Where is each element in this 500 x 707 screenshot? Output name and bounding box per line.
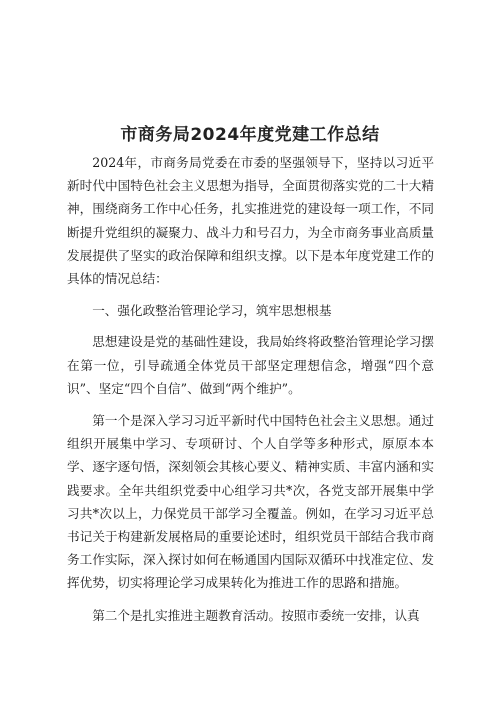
section-heading: 一、强化政整治管理论学习，筑牢思想根基 <box>92 303 332 319</box>
document-title: 市商务局2024年度党建工作总结 <box>120 125 380 145</box>
intro-paragraph: 2024年，市商务局党委在市委的坚强领导下，坚持以习近平新时代中国特色社会主义思想为指导，全面贯彻落实党的二十大精神，围绕商务工作中心任务，扎实推进党的建设每一项工作，不同断提升党组织的凝聚力、战斗力和号召力，为全市商务事业高质量发展提供了坚实的政治保障和组织支撑。以下是本年度党建工作的具体的情况总结： <box>67 155 434 287</box>
body-paragraph: 第二个是扎实推进主题教育活动。按照市委统一安排，认真 <box>92 607 420 623</box>
document-body <box>67 151 434 627</box>
body-paragraph: 思想建设是党的基础性建设，我局始终将政整治管理论学习摆在第一位，引导疏通全体党员干部坚定理想信念，增强“四个意识”、坚定“四个自信”、做到“两个维护”。 <box>67 334 434 396</box>
body-paragraph: 第一个是深入学习习近平新时代中国特色社会主义思想。通过组织开展集中学习、专项研讨、个人自学等多种形式，原原本本学、逐字逐句悟，深刻领会其核心要义、精神实质、丰富内涵和实践要求。全年共组织党委中心组学习共*次，各党支部开展集中学习共*次以上，力保党员干部学习全覆盖。例如，在学习习近平总书记关于构建新发展格局的重要论述时，组织党员干部结合我市商务工作实际，深入探讨如何在畅通国内国际双循环中找准定位、发挥优势，切实将理论学习成果转化为推进工作的思路和措施。 <box>67 413 434 591</box>
